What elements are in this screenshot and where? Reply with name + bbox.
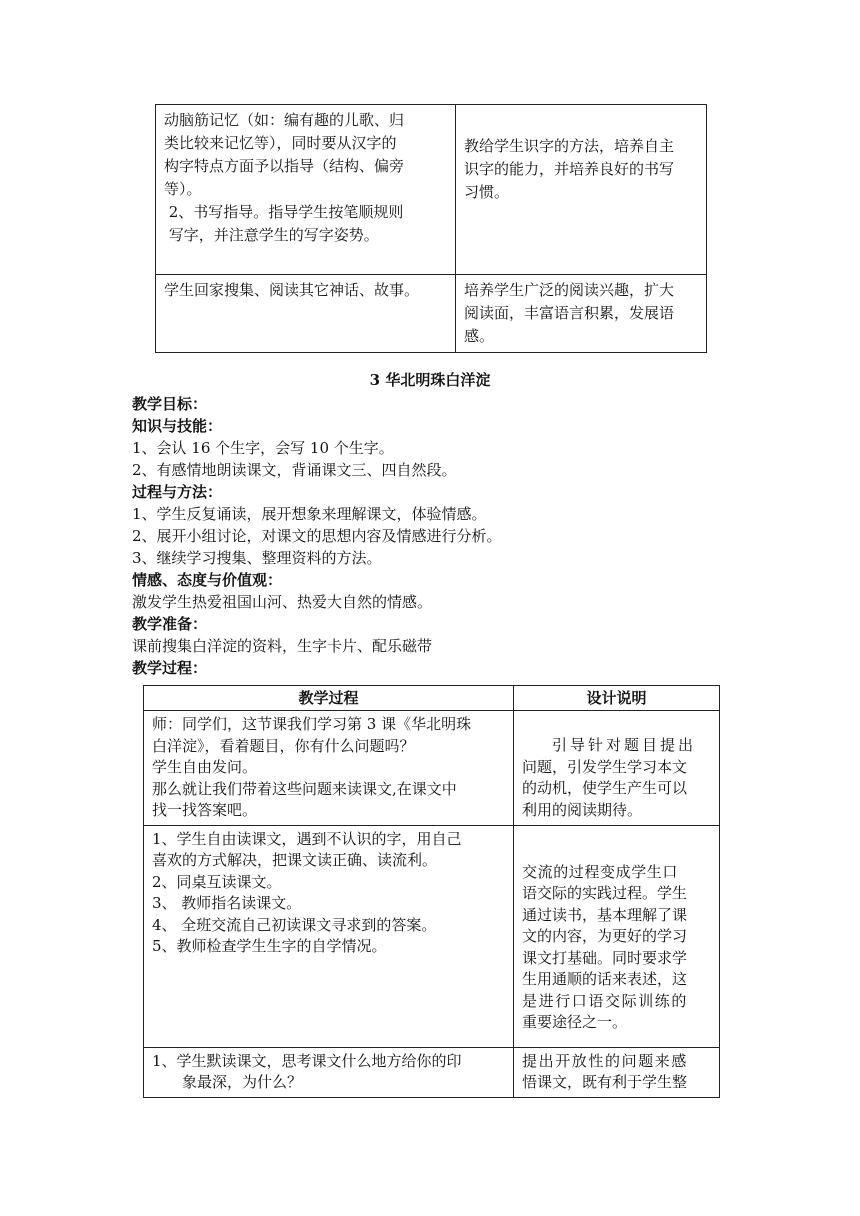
teaching-process-heading: 教学过程： — [132, 659, 208, 677]
lesson-plan-body — [132, 393, 732, 679]
text-line: 语交际的实践过程。学生 — [522, 884, 688, 902]
text-line: 象最深，为什么？ — [182, 1073, 303, 1091]
design-note-cell — [456, 275, 707, 353]
design-note-cell — [514, 1047, 720, 1097]
text-line: 课文打基础。同时要求学 — [522, 948, 688, 967]
table-row — [156, 275, 707, 353]
text-line: 是进行口语交际训练的 — [522, 991, 689, 1010]
column-header: 教学过程 — [144, 686, 514, 711]
text-line: 交流的过程变成学生口 — [522, 862, 679, 881]
text-line: 习惯。 — [464, 183, 510, 201]
design-note-cell — [456, 105, 707, 275]
text-line: 文的内容，为更好的学习 — [522, 927, 688, 945]
text-line: 引导针对题目提出 — [552, 736, 697, 754]
text-line: 3、 教师指名读课文。 — [152, 894, 302, 912]
text-line: 1、学生自由读课文，遇到不认识的字，用自己 — [152, 829, 462, 848]
text-line: 悟课文，既有利于学生整 — [522, 1073, 688, 1091]
knowledge-heading: 知识与技能： — [132, 417, 223, 435]
list-item: 1、学生反复诵读，展开想象来理解课文，体验情感。 — [132, 505, 487, 523]
text-line: 生用通顺的话来表述，这 — [522, 970, 688, 988]
text-line: 那么就让我们带着这些问题来读课文,在课文中 — [152, 779, 457, 798]
list-item: 激发学生热爱祖国山河、热爱大自然的情感。 — [132, 593, 433, 611]
text-line: 学生自由发问。 — [152, 758, 258, 776]
table-header-row — [144, 686, 720, 711]
table-row — [144, 1047, 720, 1097]
column-header: 设计说明 — [514, 686, 720, 711]
process-heading: 过程与方法： — [132, 483, 223, 501]
list-item: 3、继续学习搜集、整理资料的方法。 — [132, 549, 382, 567]
text-line: 动脑筋记忆（如：编有趣的儿歌、归 — [164, 111, 405, 129]
list-item: 课前搜集白洋淀的资料，生字卡片、配乐磁带 — [132, 637, 433, 655]
prep-heading: 教学准备： — [132, 615, 208, 633]
text-line: 学生回家搜集、阅读其它神话、故事。 — [164, 281, 420, 299]
list-item: 2、有感情地朗读课文，背诵课文三、四自然段。 — [132, 461, 457, 479]
table-row — [144, 711, 720, 826]
text-line: 利用的阅读期待。 — [522, 800, 643, 819]
text-line: 白洋淀》，看着题目，你有什么问题吗？ — [152, 736, 415, 755]
process-cell — [156, 275, 456, 353]
text-line: 2、同桌互读课文。 — [152, 872, 282, 891]
text-line: 教给学生识字的方法，培养自主 — [464, 137, 675, 155]
text-line: 写字，并注意学生的写字姿势。 — [164, 226, 379, 244]
text-line: 提出开放性的问题来感 — [522, 1051, 689, 1070]
text-line: 阅读面，丰富语言积累，发展语 — [464, 304, 675, 322]
table-row — [156, 105, 707, 275]
teaching-process-table — [143, 685, 720, 1098]
text-line: 问题，引发学生学习本文 — [522, 757, 688, 776]
text-line: 类比较来记忆等），同时要从汉字的 — [164, 134, 397, 152]
text-line: 4、 全班交流自己初读课文寻求到的答案。 — [152, 915, 437, 934]
activity-table-top — [155, 104, 707, 353]
process-cell — [144, 1047, 514, 1097]
text-line: 构字特点方面予以指导（结构、偏旁 — [164, 157, 405, 175]
emotion-heading: 情感、态度与价值观： — [132, 571, 283, 589]
text-line: 培养学生广泛的阅读兴趣，扩大 — [464, 281, 675, 299]
lesson-title: 3 华北明珠白洋淀 — [369, 371, 491, 389]
text-line: 的动机，使学生产生可以 — [522, 779, 688, 797]
text-line: 5、教师检查学生生字的自学情况。 — [152, 937, 387, 955]
design-note-cell — [514, 825, 720, 1047]
text-line: 1、学生默读课文，思考课文什么地方给你的印 — [152, 1051, 462, 1070]
process-cell — [156, 105, 456, 275]
list-item: 2、展开小组讨论，对课文的思想内容及情感进行分析。 — [132, 527, 502, 545]
process-cell — [144, 711, 514, 826]
text-line: 找一找答案吧。 — [152, 801, 258, 819]
text-line: 通过读书，基本理解了课 — [522, 905, 688, 924]
table-row — [144, 825, 720, 1047]
text-line: 识字的能力，并培养良好的书写 — [464, 160, 675, 178]
objectives-heading: 教学目标： — [132, 395, 208, 413]
text-line: 喜欢的方式解决，把课文读正确、读流利。 — [152, 851, 438, 869]
text-line: 等）。 — [164, 180, 202, 198]
text-line: 师：同学们，这节课我们学习第 3 课《华北明珠 — [152, 715, 472, 733]
process-cell — [144, 825, 514, 1047]
text-line: 感。 — [464, 327, 495, 345]
text-line: 重要途径之一。 — [522, 1013, 628, 1031]
list-item: 1、会认 16 个生字，会写 10 个生字。 — [132, 439, 394, 457]
design-note-cell — [514, 711, 720, 826]
text-line: 2、书写指导。指导学生按笔顺规则 — [164, 203, 404, 221]
